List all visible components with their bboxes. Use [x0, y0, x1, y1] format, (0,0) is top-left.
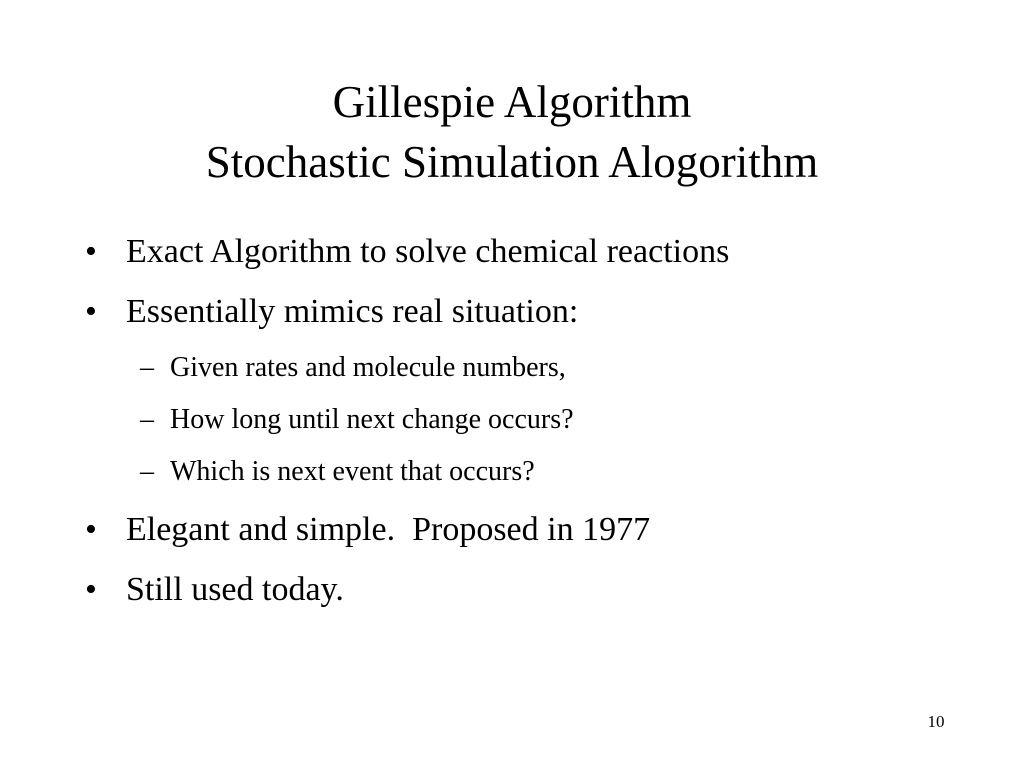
bullet-marker: •: [85, 233, 97, 270]
sub-bullet-item: [140, 352, 566, 384]
bullet-item: [85, 292, 579, 332]
slide-title-line-2: Stochastic Simulation Alogorithm: [205, 137, 819, 187]
bullet-text: Essentially mimics real situation:: [126, 293, 579, 330]
bullet-marker: •: [85, 571, 97, 608]
bullet-item: [85, 510, 651, 550]
bullet-text: Still used today.: [126, 571, 344, 608]
sub-bullet-text: Given rates and molecule numbers,: [170, 352, 566, 383]
dash-marker: –: [140, 404, 154, 435]
bullet-item: [85, 232, 730, 272]
sub-bullet-item: [140, 456, 535, 488]
bullet-text: Elegant and simple. Proposed in 1977: [126, 511, 651, 548]
slide-title-line-1: Gillespie Algorithm: [332, 77, 692, 127]
page-number: 10: [927, 712, 945, 731]
bullet-marker: •: [85, 511, 97, 548]
bullet-marker: •: [85, 293, 97, 330]
slide-title: [0, 72, 1024, 192]
sub-bullet-text: How long until next change occurs?: [170, 404, 574, 435]
sub-bullet-item: [140, 404, 574, 436]
dash-marker: –: [140, 456, 154, 487]
sub-bullet-text: Which is next event that occurs?: [170, 456, 535, 487]
bullet-text: Exact Algorithm to solve chemical reactions: [126, 233, 730, 270]
dash-marker: –: [140, 352, 154, 383]
bullet-item: [85, 570, 344, 610]
